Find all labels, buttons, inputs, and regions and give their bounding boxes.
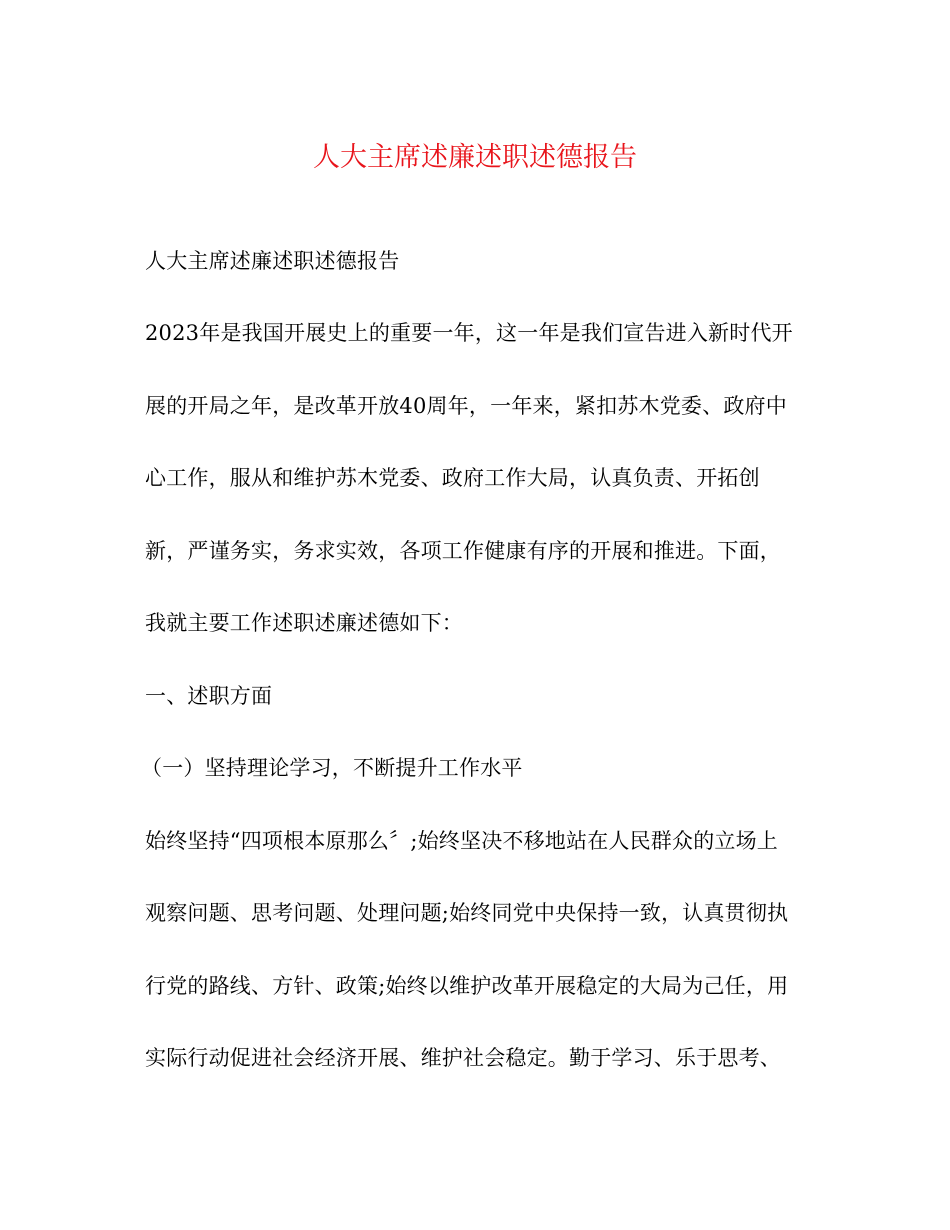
paragraph-line: 我就主要工作述职述廉述德如下： [145, 611, 463, 635]
paragraph-line: 新，严谨务实，务求实效，各项工作健康有序的开展和推进。下面， [145, 539, 781, 563]
paragraph-line: 实际行动促进社会经济开展、维护社会稳定。勤于学习、乐于思考、 [145, 1046, 781, 1070]
paragraph-line: 心工作，服从和维护苏木党委、政府工作大局，认真负责、开拓创 [145, 466, 760, 490]
subtitle-line: 人大主席述廉述职述德报告 [145, 249, 400, 273]
section-heading: 一、述职方面 [145, 684, 273, 708]
paragraph-line: 展的开局之年，是改革开放40周年，一年来，紧扣苏木党委、政府中 [145, 394, 787, 418]
paragraph-line: 2023年是我国开展史上的重要一年，这一年是我们宣告进入新时代开 [145, 321, 793, 345]
paragraph-line: 观察问题、思考问题、处理问题;始终同党中央保持一致，认真贯彻执 [145, 901, 789, 925]
paragraph-line: 始终坚持“四项根本原那么〞;始终坚决不移地站在人民群众的立场上 [145, 829, 779, 853]
document-title: 人大主席述廉述职述德报告 [313, 142, 637, 173]
paragraph-line: 行党的路线、方针、政策;始终以维护改革开展稳定的大局为己任，用 [145, 974, 789, 998]
subsection-heading: （一）坚持理论学习，不断提升工作水平 [141, 756, 523, 780]
